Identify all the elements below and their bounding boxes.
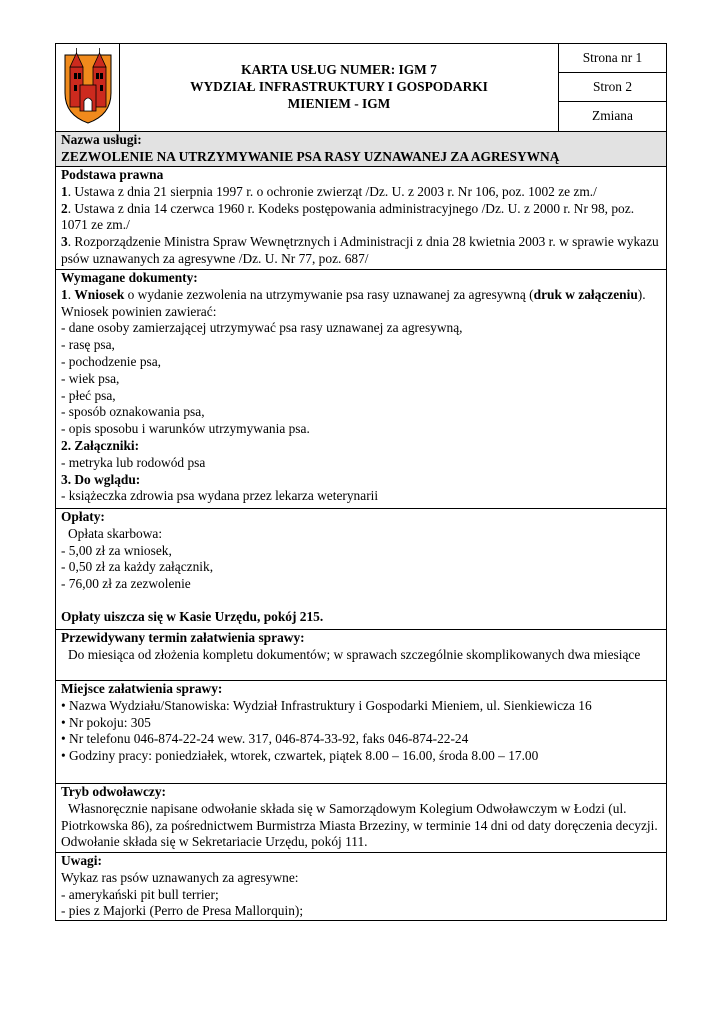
legal-item: 3. Rozporządzenie Ministra Spraw Wewnętrznych i Administracji z dnia 28 kwietnia 2003 r. w sprawie wykazu psów uznawanych za agresywne /Dz. U. Nr 77, poz. 687/ bbox=[61, 234, 659, 266]
application-content-item: - wiek psa, bbox=[61, 370, 120, 386]
place-item: • Nr telefonu 046-874-22-24 wew. 317, 046-874-33-92, faks 046-874-22-24 bbox=[61, 731, 469, 747]
deadline-title: Przewidywany termin załatwienia sprawy: bbox=[61, 630, 305, 645]
service-card bbox=[55, 43, 667, 921]
card-header bbox=[56, 44, 667, 132]
document-item-application: 1. Wniosek o wydanie zezwolenia na utrzymywanie psa rasy uznawanej za agresywną (druk w załączeniu). Wniosek powinien zawierać: bbox=[61, 286, 646, 319]
revision-label: Zmiana bbox=[592, 108, 633, 123]
fees-section bbox=[56, 509, 667, 630]
service-name-section bbox=[56, 132, 667, 167]
place-item: • Nazwa Wydziału/Stanowiska: Wydział Infrastruktury i Gospodarki Mieniem, ul. Sienkiewicza 16 bbox=[61, 697, 592, 713]
notes-intro: Wykaz ras psów uznawanych za agresywne: bbox=[61, 869, 299, 885]
page-info bbox=[559, 44, 667, 132]
page-number: Strona nr 1 bbox=[559, 44, 666, 73]
fee-item: - 0,50 zł za każdy załącznik, bbox=[61, 559, 214, 575]
notes-title: Uwagi: bbox=[61, 853, 102, 868]
fees-title: Opłaty: bbox=[61, 509, 105, 524]
town-crest-icon bbox=[62, 45, 114, 125]
application-content-item: - płeć psa, bbox=[61, 387, 116, 403]
legal-basis-section bbox=[56, 167, 667, 270]
legal-item: 1. Ustawa z dnia 21 sierpnia 1997 r. o ochronie zwierząt /Dz. U. z 2003 r. Nr 106, poz. 1002 ze zm./ bbox=[61, 183, 597, 199]
notes-item: - amerykański pit bull terrier; bbox=[61, 886, 219, 902]
service-name-label: Nazwa usługi: bbox=[61, 132, 142, 147]
review-item: - książeczka zdrowia psa wydana przez lekarza weterynarii bbox=[61, 488, 379, 504]
appeal-section bbox=[56, 784, 667, 853]
notes-section bbox=[56, 853, 667, 921]
appeal-title: Tryb odwoławczy: bbox=[61, 784, 167, 799]
service-card-table bbox=[55, 43, 667, 921]
card-title-line2: WYDZIAŁ INFRASTRUKTURY I GOSPODARKI bbox=[190, 79, 488, 95]
fee-item: - 76,00 zł za zezwolenie bbox=[61, 576, 191, 592]
required-documents-section bbox=[56, 270, 667, 509]
deadline-text: Do miesiąca od złożenia kompletu dokumentów; w sprawach szczególnie skomplikowanych dwa miesiące bbox=[68, 646, 641, 662]
fees-subtitle: Opłata skarbowa: bbox=[68, 525, 163, 541]
appeal-text: Własnoręcznie napisane odwołanie składa się w Samorządowym Kolegium Odwoławczym w Łodzi (ul. Piotrkowska 86), za pośrednictwem Burmistrza Miasta Brzeziny, w terminie 14 dni od daty doręczenia decyzji. Odwołanie składa się w Sekretariacie Urzędu, pokój 111. bbox=[61, 800, 658, 850]
fee-item: - 5,00 zł za wniosek, bbox=[61, 542, 172, 558]
notes-item: - pies z Majorki (Perro de Presa Mallorquin); bbox=[61, 903, 304, 919]
documents-title: Wymagane dokumenty: bbox=[61, 270, 198, 285]
application-content-item: - opis sposobu i warunków utrzymywania psa. bbox=[61, 421, 310, 437]
service-name: ZEZWOLENIE NA UTRZYMYWANIE PSA RASY UZNAWANEJ ZA AGRESYWNĄ bbox=[61, 148, 560, 164]
place-item: • Godziny pracy: poniedziałek, wtorek, czwartek, piątek 8.00 – 16.00, środa 8.00 – 17.00 bbox=[61, 748, 539, 764]
application-content-item: - dane osoby zamierzającej utrzymywać psa rasy uznawanej za agresywną, bbox=[61, 320, 463, 336]
card-title-line1: KARTA USŁUG NUMER: IGM 7 bbox=[241, 62, 437, 78]
place-section bbox=[56, 681, 667, 784]
attachment-item: - metryka lub rodowód psa bbox=[61, 454, 206, 470]
fees-payment-note: Opłaty uiszcza się w Kasie Urzędu, pokój 215. bbox=[61, 608, 324, 624]
place-title: Miejsce załatwienia sprawy: bbox=[61, 681, 223, 696]
attachments-title: 2. Załączniki: bbox=[61, 437, 140, 453]
card-title bbox=[120, 44, 559, 132]
application-content-item: - pochodzenie psa, bbox=[61, 353, 162, 369]
review-title: 3. Do wglądu: bbox=[61, 471, 141, 487]
place-item: • Nr pokoju: 305 bbox=[61, 714, 151, 730]
application-content-item: - rasę psa, bbox=[61, 337, 115, 353]
application-content-item: - sposób oznakowania psa, bbox=[61, 404, 205, 420]
card-title-line3: MIENIEM - IGM bbox=[287, 95, 391, 111]
legal-basis-title: Podstawa prawna bbox=[61, 167, 164, 182]
deadline-section bbox=[56, 630, 667, 681]
legal-item: 2. Ustawa z dnia 14 czerwca 1960 r. Kodeks postępowania administracyjnego /Dz. U. z 2000 r. Nr 98, poz. 1071 ze zm./ bbox=[61, 200, 635, 233]
page-count: Stron 2 bbox=[559, 73, 666, 102]
crest-cell bbox=[56, 44, 120, 132]
